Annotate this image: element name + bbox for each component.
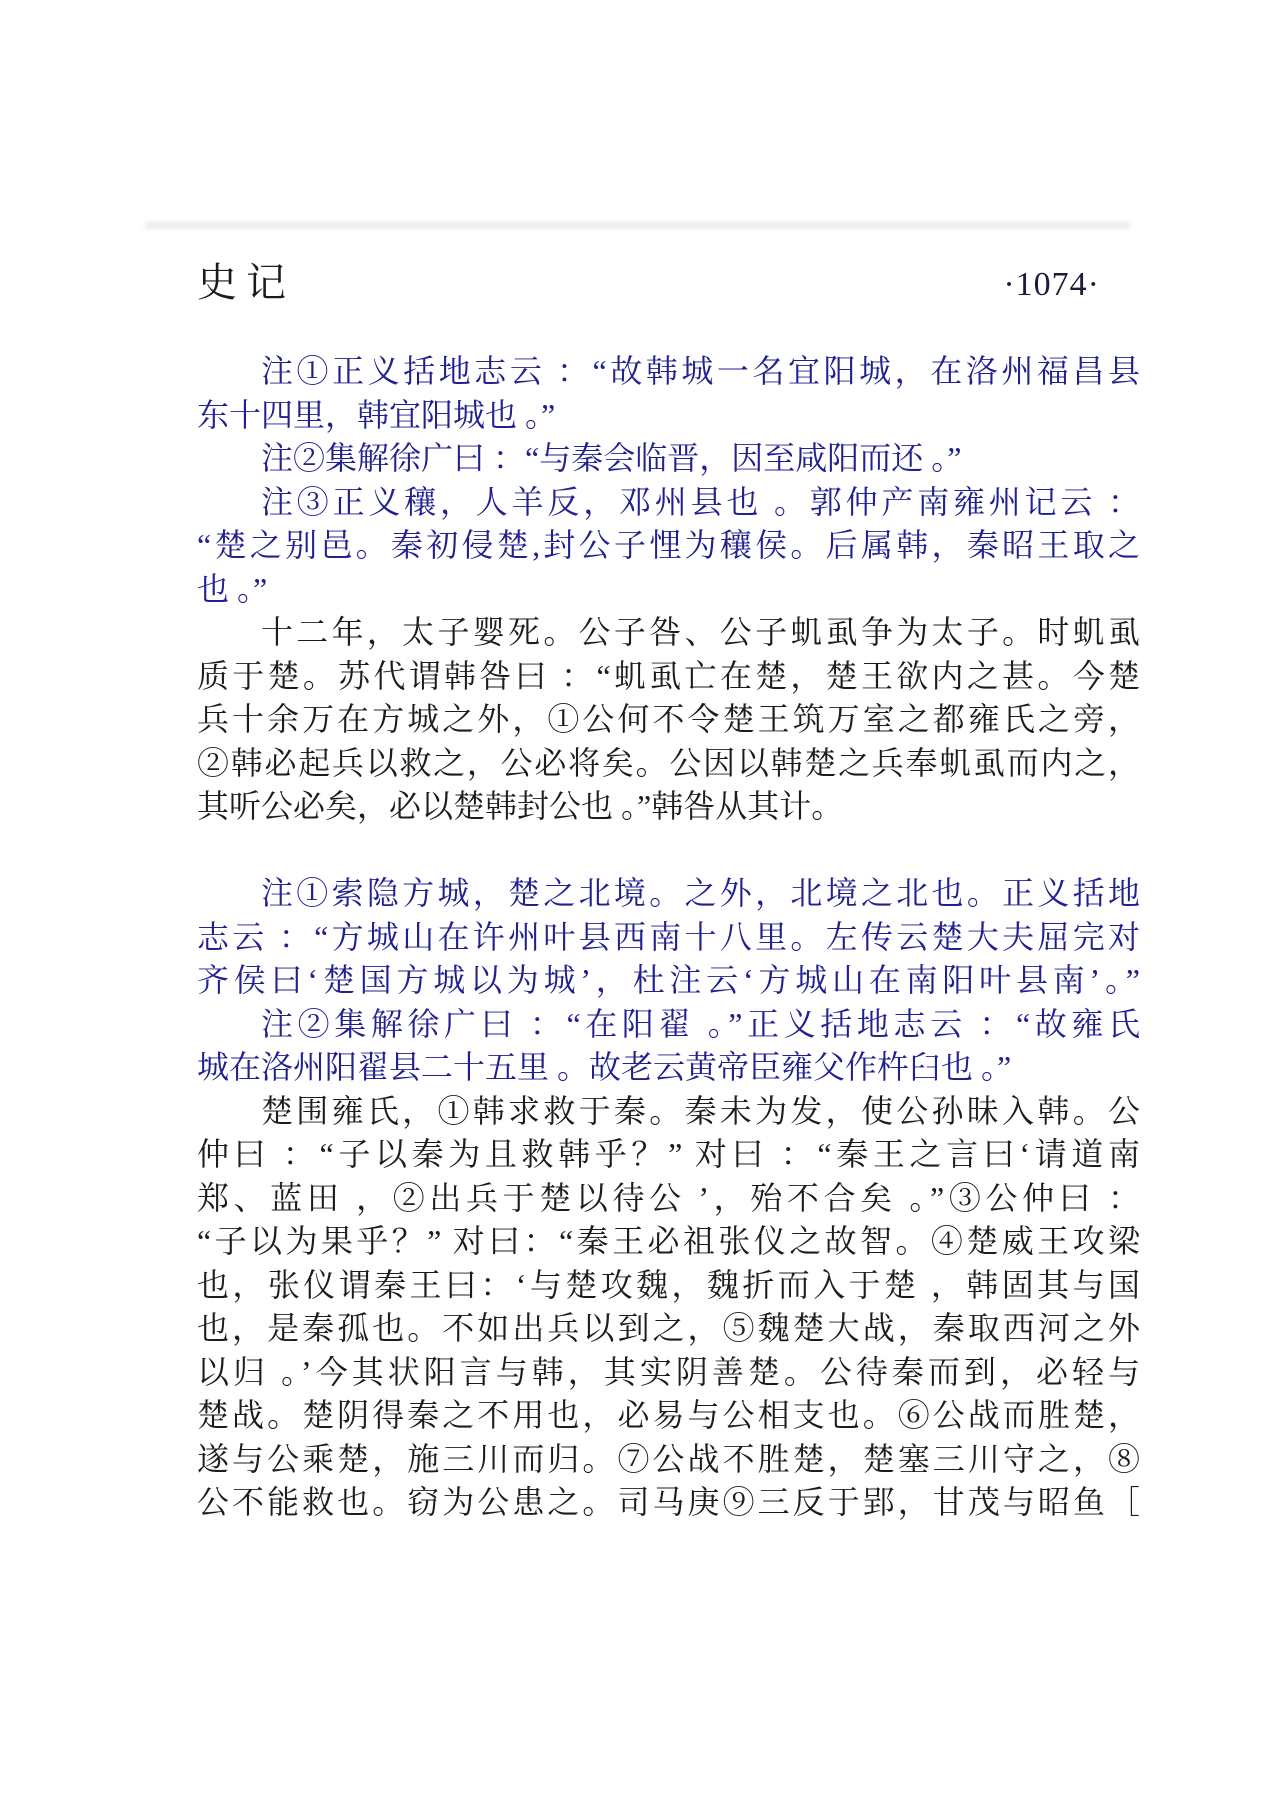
annotation-note-block-2 bbox=[197, 437, 1140, 481]
main-passage-1 bbox=[197, 611, 1140, 829]
annotation-note-block-1 bbox=[197, 350, 1140, 437]
text-line: 其听公必矣，必以楚韩封公也 。”韩咎从其计。 bbox=[197, 788, 844, 824]
text-line: 遂与公乘楚，施三川而归。⑦公战不胜楚，楚塞三川守之，⑧ bbox=[197, 1440, 1140, 1477]
page-header bbox=[197, 258, 1100, 308]
text-line: 注①索隐方城，楚之北境。之外，北境之北也。正义括地 bbox=[261, 875, 1140, 911]
text-line: 十二年，太子婴死。公子咎、公子虮虱争为太子。时虮虱 bbox=[261, 614, 1140, 650]
text-line: 志云 ：“方城山在许州叶县西南十八里。左传云楚大夫屈完对 bbox=[197, 918, 1140, 955]
text-line: 兵十余万在方城之外，①公何不令楚王筑万室之都雍氏之旁， bbox=[197, 701, 1140, 737]
text-line: “楚之别邑。秦初侵楚,封公子悝为穰侯。后属韩，秦昭王取之 bbox=[197, 527, 1140, 563]
annotation-note-block-3 bbox=[197, 481, 1140, 612]
text-line: 仲曰 ：“子以秦为且救韩乎？” 对曰 ：“秦王之言曰‘请道南 bbox=[197, 1136, 1140, 1172]
text-line: 注①正义括地志云 ：“故韩城一名宜阳城，在洛州福昌县 bbox=[261, 353, 1140, 389]
text-line: “子以为果乎？” 对曰：“秦王必祖张仪之故智。④楚威王攻梁 bbox=[197, 1223, 1140, 1259]
text-line: 注③正义穰，人羊反，邓州县也 。郭仲产南雍州记云 ： bbox=[261, 483, 1140, 520]
text-line: 公不能救也。窃为公患之。司马庚⑨三反于郢，甘茂与昭鱼［ bbox=[197, 1484, 1140, 1520]
paragraph-gap bbox=[197, 829, 1140, 873]
text-line: 楚战。楚阴得秦之不用也，必易与公相支也。⑥公战而胜楚， bbox=[197, 1397, 1140, 1433]
text-line: 也，张仪谓秦王曰：‘与楚攻魏，魏折而入于楚 ，韩固其与国 bbox=[197, 1266, 1140, 1303]
scan-artifact bbox=[145, 222, 1130, 229]
annotation-note-block-4 bbox=[197, 872, 1140, 1003]
text-line: 以归 。’今其状阳言与韩，其实阴善楚。公待秦而到，必轻与 bbox=[197, 1353, 1140, 1390]
text-line: 东十四里，韩宜阳城也 。” bbox=[197, 396, 556, 433]
text-line: 齐侯曰‘楚国方城以为城’，杜注云‘方城山在南阳叶县南’。” bbox=[197, 962, 1140, 998]
text-line: 也，是秦孤也。不如出兵以到之，⑤魏楚大战，秦取西河之外 bbox=[197, 1310, 1140, 1346]
text-line: 郑、蓝田 ，②出兵于楚以待公 ’，殆不合矣 。”③公仲曰 ： bbox=[197, 1179, 1140, 1216]
text-line: 质于楚。苏代谓韩咎曰 ：“虮虱亡在楚，楚王欲内之甚。今楚 bbox=[197, 657, 1140, 694]
text-line: ②韩必起兵以救之，公必将矣。公因以韩楚之兵奉虮虱而内之， bbox=[197, 744, 1140, 781]
annotation-note-block-5 bbox=[197, 1003, 1140, 1090]
text-line: 注②集解徐广曰 ：“在阳翟 。”正义括地志云 ：“故雍氏 bbox=[261, 1005, 1140, 1042]
text-line: 城在洛州阳翟县二十五里 。故老云黄帝臣雍父作杵臼也 。” bbox=[197, 1049, 1012, 1085]
text-line: 也 。” bbox=[197, 570, 268, 607]
text-line: 注②集解徐广曰 ：“与秦会临晋，因至咸阳而还 。” bbox=[261, 440, 962, 476]
text-line: 楚围雍氏，①韩求救于秦。秦未为发，使公孙昧入韩。公 bbox=[261, 1092, 1140, 1129]
page-number: ·1074· bbox=[1003, 266, 1100, 303]
text-body bbox=[197, 350, 1140, 1525]
book-title: 史记 bbox=[197, 260, 295, 305]
main-passage-2 bbox=[197, 1090, 1140, 1525]
